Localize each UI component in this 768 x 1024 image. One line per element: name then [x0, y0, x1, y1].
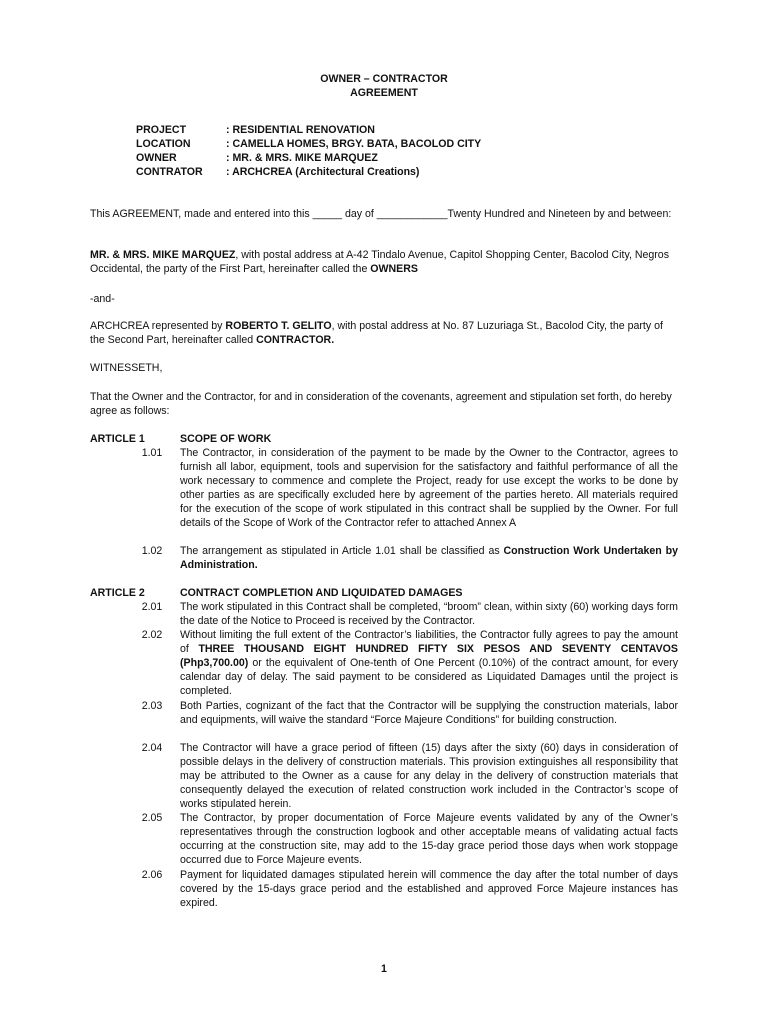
project-value: : RESIDENTIAL RENOVATION: [226, 124, 375, 136]
clause-2-05-number: 2.05: [141, 812, 163, 824]
location-label: LOCATION: [136, 138, 191, 150]
clause-2-02-text: [180, 628, 678, 698]
contractor-details: , with postal address at No. 87 Luzuriaga St., Bacolod City, the party of the Second Part, hereinafter called: [90, 320, 663, 346]
clause-2-03-number: 2.03: [141, 700, 163, 712]
and-separator: -and-: [90, 293, 115, 305]
location-value: : CAMELLA HOMES, BRGY. BATA, BACOLOD CITY: [226, 138, 482, 150]
clause-2-02-number: 2.02: [141, 629, 163, 641]
contractor-intro: ARCHCREA represented by: [90, 320, 226, 332]
clause-2-02-body-a: Without limiting the full extent of the Contractor’s liabilities, the Contractor fully agrees to pay the amount of: [180, 629, 678, 655]
contractor-value: : ARCHCREA (Architectural Creations): [226, 166, 420, 178]
clause-2-01-number: 2.01: [141, 601, 163, 613]
owner-value: : MR. & MRS. MIKE MARQUEZ: [226, 152, 378, 164]
project-label: PROJECT: [136, 124, 187, 136]
clause-2-02-body-b: or the equivalent of One-tenth of One Percent (0.10%) of the contract amount, for every calendar day of delay. The said payment to be considered as Liquidated Damages until the project is completed.: [180, 657, 678, 697]
owner-designation: OWNERS: [370, 263, 418, 275]
document-title-line2: AGREEMENT: [350, 87, 418, 99]
article-1-label: ARTICLE 1: [90, 433, 145, 445]
clause-2-03-text: Both Parties, cognizant of the fact that the Contractor will be supplying the construction materials, labor and equipments, will waive the standard “Force Majeure Conditions” for building construction.: [180, 700, 678, 726]
clause-1-01-text: The Contractor, in consideration of the payment to be made by the Owner to the Contractor, agrees to furnish all labor, equipment, tools and supervision for the satisfactory and faithful performance of all the work necessary to commence and complete the Project, ready for use except the works to be done by other parties as are specifically excluded here by agreement of the parties hereto. All materials required for the execution of the scope of work stipulated in this contract shall be supplied by the Owner. For full details of the Scope of Work of the Contractor refer to attached Annex A: [180, 447, 678, 529]
contractor-paragraph: [90, 319, 680, 347]
clause-2-02-amount: THREE THOUSAND EIGHT HUNDRED FIFTY SIX PESOS AND SEVENTY CENTAVOS (Php3,700.00): [180, 643, 678, 669]
clause-1-02-emphasis: Construction Work Undertaken by Administration.: [180, 545, 678, 571]
clause-2-06-number: 2.06: [141, 869, 163, 881]
witnesseth-heading: WITNESSETH,: [90, 362, 163, 374]
owner-details: , with postal address at A-42 Tindalo Avenue, Capitol Shopping Center, Bacolod City, Negros Occidental, the party of the First Part, hereinafter called the: [90, 249, 669, 275]
article-1-title: SCOPE OF WORK: [180, 433, 272, 445]
clause-1-02-body: The arrangement as stipulated in Article 1.01 shall be classified as: [180, 545, 504, 557]
clause-2-04-number: 2.04: [141, 742, 163, 754]
contractor-label: CONTRATOR: [136, 166, 203, 178]
clause-2-05-text: The Contractor, by proper documentation of Force Majeure events validated by any of the Owner’s representatives through the construction logbook and other acceptable means of validating actual facts occurring at the construction site, may add to the 15-day grace period those days when work stoppage occurred due to Force Majeure events.: [180, 812, 678, 866]
contractor-designation: CONTRACTOR.: [256, 334, 335, 346]
owner-name: MR. & MRS. MIKE MARQUEZ: [90, 249, 236, 261]
article-2-label: ARTICLE 2: [90, 587, 145, 599]
clause-2-01-text: The work stipulated in this Contract shall be completed, “broom” clean, within sixty (60) working days form the date of the Notice to Proceed is received by the Contractor.: [180, 601, 678, 627]
clause-2-04-text: The Contractor will have a grace period of fifteen (15) days after the sixty (60) days in consideration of possible delays in the delivery of construction materials. This provision extinguishes all responsibility that may be attributed to the Owner as a cause for any delay in the delivery of construction materials that consequently delayed the execution of related construction work included in the Contractor’s scope of works stipulated herein.: [180, 742, 678, 810]
owner-label: OWNER: [136, 152, 177, 164]
contractor-representative: ROBERTO T. GELITO: [225, 320, 332, 332]
agreement-paragraph: This AGREEMENT, made and entered into this _____ day of ____________Twenty Hundred and Nineteen by and between:: [90, 208, 672, 220]
page-number: 1: [381, 963, 387, 975]
consideration-paragraph: That the Owner and the Contractor, for and in consideration of the covenants, agreement and stipulation set forth, do hereby agree as follows:: [90, 391, 672, 417]
document-title-line1: OWNER – CONTRACTOR: [320, 73, 448, 85]
owner-paragraph: [90, 248, 680, 276]
clause-2-06-text: Payment for liquidated damages stipulated herein will commence the day after the total number of days covered by the 15-days grace period and the established and approved Force Majeure instances has expired.: [180, 869, 678, 909]
article-2-title: CONTRACT COMPLETION AND LIQUIDATED DAMAGES: [180, 587, 463, 599]
clause-1-01-number: 1.01: [141, 447, 163, 459]
clause-1-02-text: [180, 544, 678, 572]
clause-1-02-number: 1.02: [141, 545, 163, 557]
